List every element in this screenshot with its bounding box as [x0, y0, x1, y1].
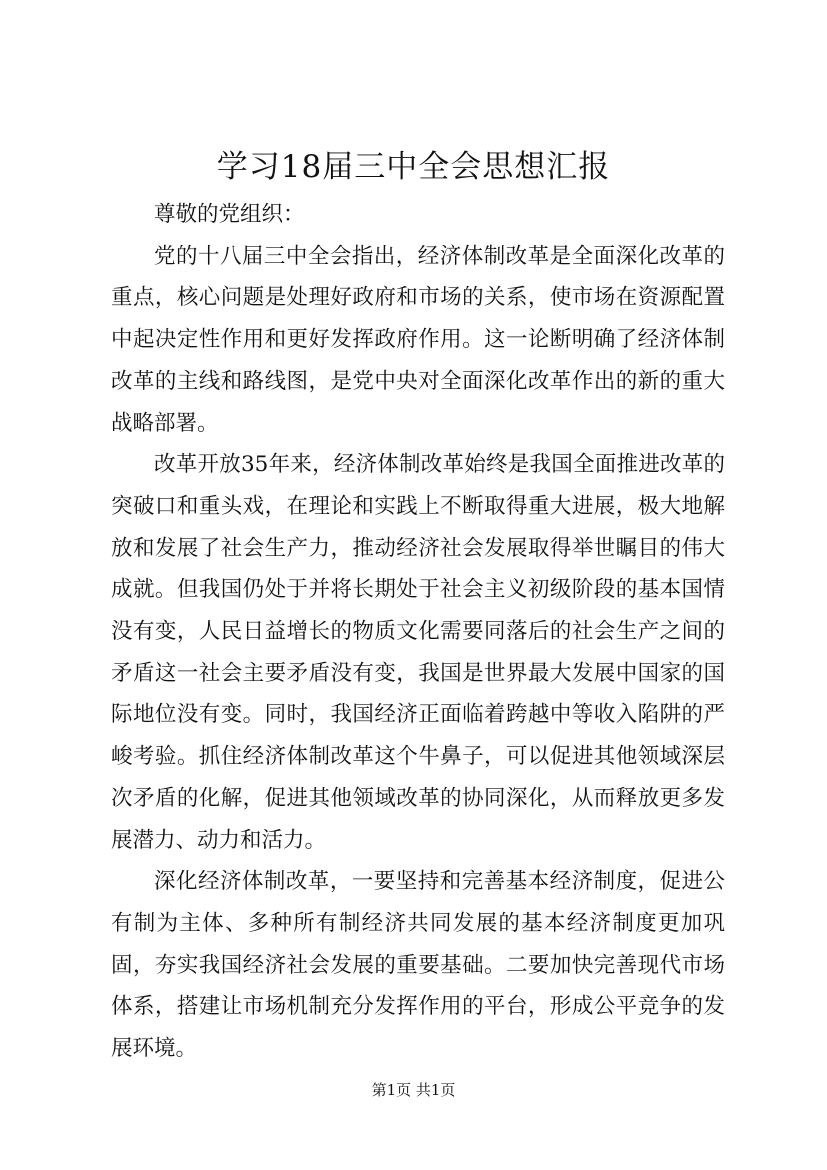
- document-title: 学习18届三中全会思想汇报: [216, 149, 611, 185]
- paragraph-3: 深化经济体制改革，一要坚持和完善基本经济制度，促进公有制为主体、多种所有制经济共同发展的基本经济制度更加巩固，夯实我国经济社会发展的重要基础。二要加快完善现代市场体系，搭建让市场机制充分发挥作用的平台，形成公平竞争的发展环境。: [111, 869, 725, 1062]
- salutation: 尊敬的党组织：: [154, 202, 305, 227]
- page-footer: 第1页 共1页: [371, 1081, 456, 1099]
- paragraph-1: 党的十八届三中全会指出，经济体制改革是全面深化改革的重点，核心问题是处理好政府和市场的关系，使市场在资源配置中起决定性作用和更好发挥政府作用。这一论断明确了经济体制改革的主线和路线图，是党中央对全面深化改革作出的新的重大战略部署。: [111, 243, 725, 436]
- paragraph-2: 改革开放35年来，经济体制改革始终是我国全面推进改革的突破口和重头戏，在理论和实践上不断取得重大进展，极大地解放和发展了社会生产力，推动经济社会发展取得举世瞩目的伟大成就。但我国仍处于并将长期处于社会主义初级阶段的基本国情没有变，人民日益增长的物质文化需要同落后的社会生产之间的矛盾这一社会主要矛盾没有变，我国是世界最大发展中国家的国际地位没有变。同时，我国经济正面临着跨越中等收入陷阱的严峻考验。抓住经济体制改革这个牛鼻子，可以促进其他领域深层次矛盾的化解，促进其他领域改革的协同深化，从而释放更多发展潜力、动力和活力。: [111, 452, 725, 853]
- document-body: [111, 194, 725, 1070]
